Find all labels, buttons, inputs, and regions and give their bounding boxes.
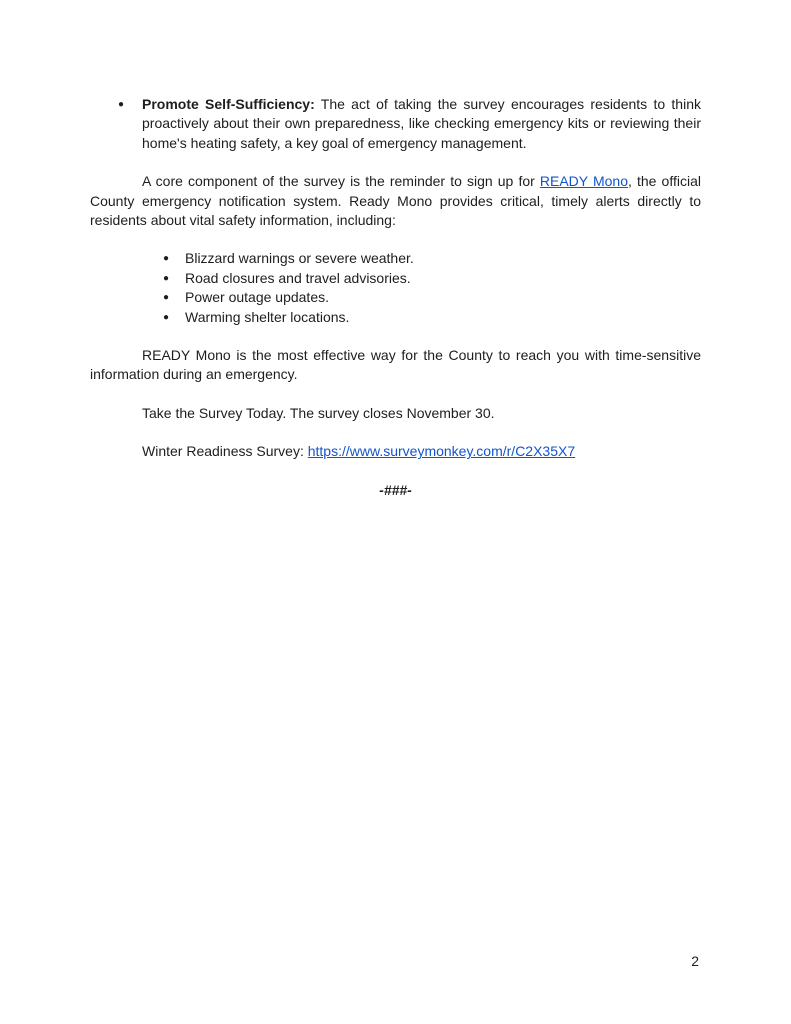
page-number: 2 — [691, 953, 699, 969]
list-item — [90, 288, 701, 307]
list-item-text — [142, 95, 701, 153]
survey-link-label: Winter Readiness Survey: — [142, 443, 308, 460]
paragraph-text-before-link: A core component of the survey is the reminder to sign up for — [142, 173, 540, 190]
bullet-icon: ● — [163, 253, 170, 265]
list-item-text: Road closures and travel advisories. — [185, 269, 411, 286]
list-item — [90, 249, 701, 268]
paragraph-take-survey: Take the Survey Today. The survey closes November 30. — [142, 404, 495, 421]
bullet-icon: ● — [163, 272, 170, 284]
list-item-text: Warming shelter locations. — [185, 308, 350, 325]
bullet-icon: ● — [163, 311, 170, 323]
paragraph-text-after-link: , the official County emergency notification system. Ready Mono provides critical, timely alerts directly to residents about vital safety information, including: — [90, 173, 701, 229]
list-item-promote-self-sufficiency — [90, 95, 701, 153]
list-item-text: Blizzard warnings or severe weather. — [185, 250, 414, 267]
paragraph-ready-effective: READY Mono is the most effective way for the County to reach you with time-sensitive information during an emergency. — [90, 347, 701, 383]
survey-url-link[interactable]: https://www.surveymonkey.com/r/C2X35X7 — [307, 443, 576, 460]
alerts-list — [90, 249, 701, 327]
end-mark: -###- — [379, 481, 412, 498]
paragraph-survey-link — [90, 442, 701, 461]
bullet-icon: ● — [118, 99, 125, 110]
list-item-body: The act of taking the survey encourages residents to think proactively about their own preparedness, like checking emergency kits or reviewing their home's heating safety, a key goal of emergency management. — [142, 96, 701, 151]
bullet-icon: ● — [163, 292, 170, 304]
paragraph-ready-mono — [90, 172, 701, 230]
list-item — [90, 308, 701, 327]
ready-mono-link[interactable]: READY Mono — [539, 173, 628, 190]
page-content — [90, 95, 701, 500]
list-item-text: Power outage updates. — [185, 289, 329, 306]
list-item — [90, 269, 701, 288]
list-item-lead: Promote Self-Sufficiency: — [142, 96, 315, 112]
